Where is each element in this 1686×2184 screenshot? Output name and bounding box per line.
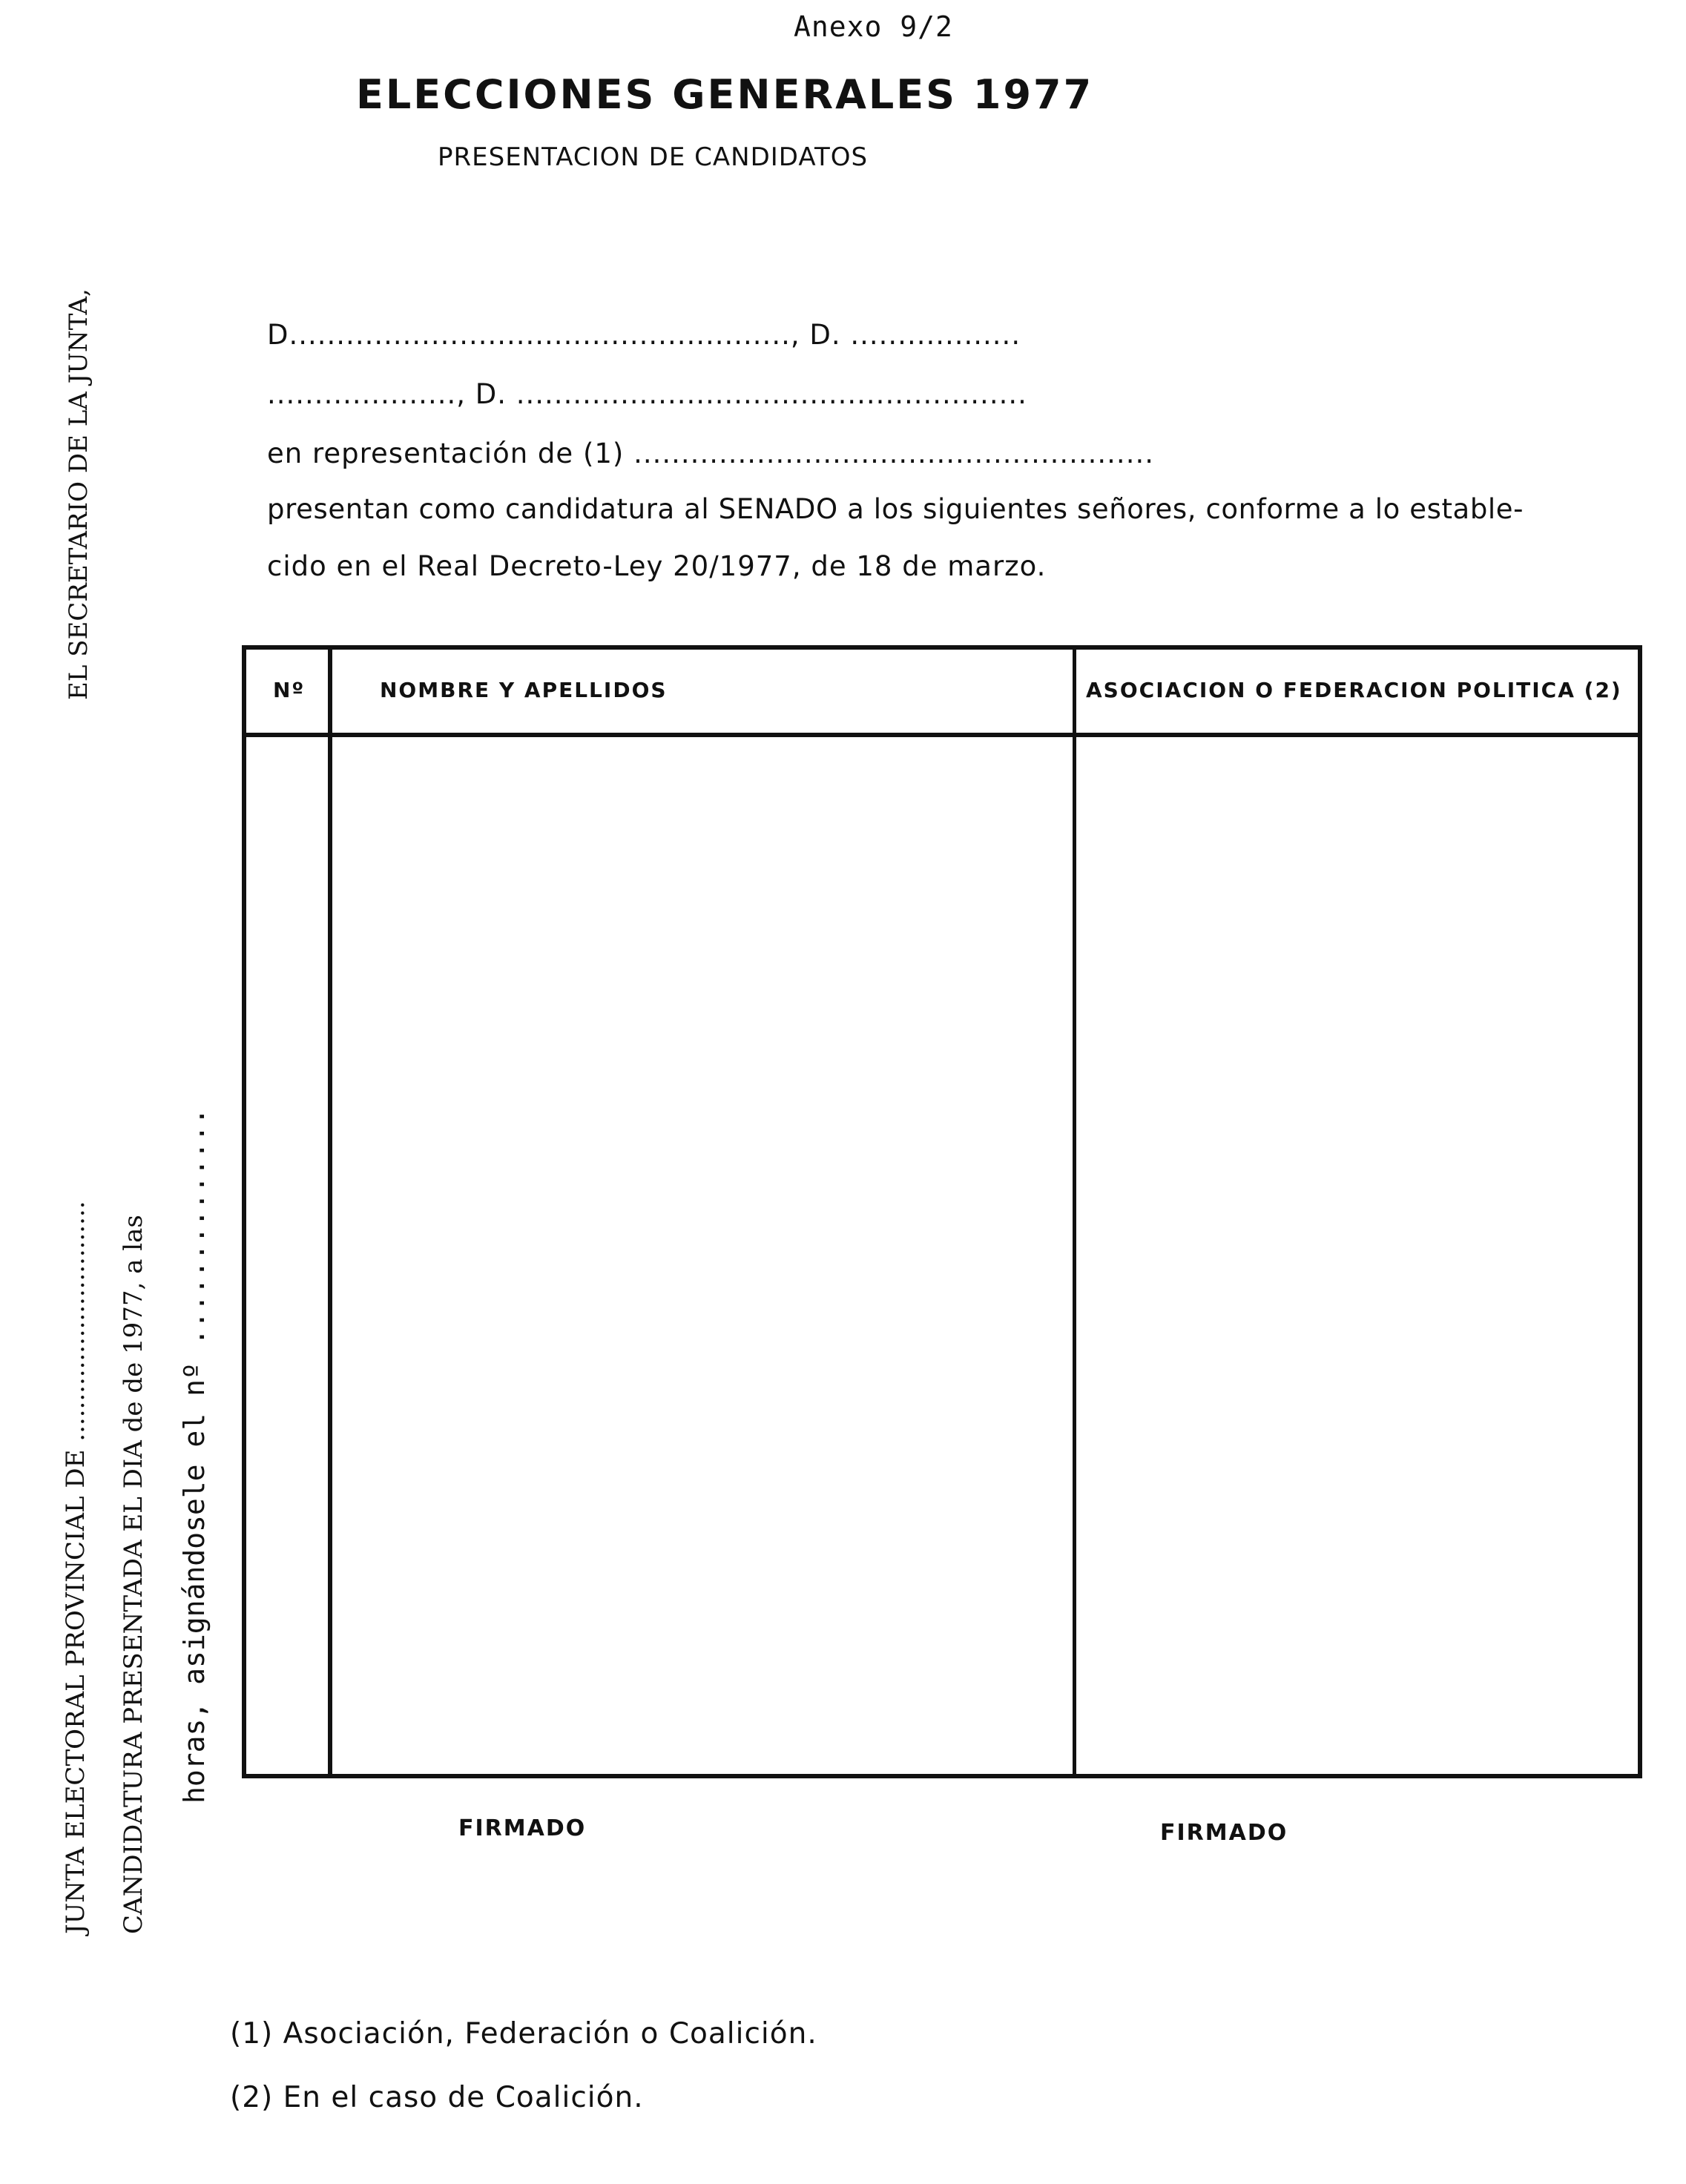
representatives-line-2: ...................., D. ...................................................... [267, 378, 1027, 410]
number-column-blank[interactable] [246, 737, 328, 1774]
margin-assigned-line: horas, asignándosele el nº .............. [178, 1108, 211, 1804]
name-column-blank[interactable] [332, 737, 1073, 1774]
candidates-table [242, 645, 1642, 1778]
margin-presented-line: CANDIDATURA PRESENTADA EL DIA de de 1977, a las [119, 1215, 148, 1934]
declaration-line-1: presentan como candidatura al SENADO a los siguientes señores, conforme a lo estable- [267, 493, 1524, 525]
column-header-name: NOMBRE Y APELLIDOS [380, 678, 668, 702]
representatives-line-1: D....................................................., D. .................. [267, 319, 1021, 351]
representation-line: en representación de (1) ....................................................... [267, 438, 1154, 469]
declaration-line-2: cido en el Real Decreto-Ley 20/1977, de 18 de marzo. [267, 550, 1047, 582]
document-title: ELECCIONES GENERALES 1977 [356, 71, 1094, 118]
footnote-1: (1) Asociación, Federación o Coalición. [230, 2017, 817, 2051]
column-header-association: ASOCIACION O FEDERACION POLITICA (2) [1086, 678, 1622, 702]
column-header-number: Nº [273, 678, 306, 702]
margin-junta-line: JUNTA ELECTORAL PROVINCIAL DE .............................. [61, 1201, 90, 1934]
association-column-blank[interactable] [1076, 737, 1638, 1774]
document-subtitle: PRESENTACION DE CANDIDATOS [438, 142, 869, 172]
signature-label-left: FIRMADO [458, 1815, 587, 1841]
margin-secretary-text: EL SECRETARIO DE LA JUNTA, [64, 288, 93, 700]
annex-number: Anexo 9/2 [794, 10, 953, 43]
signature-label-right: FIRMADO [1160, 1820, 1288, 1846]
footnote-2: (2) En el caso de Coalición. [230, 2081, 644, 2114]
